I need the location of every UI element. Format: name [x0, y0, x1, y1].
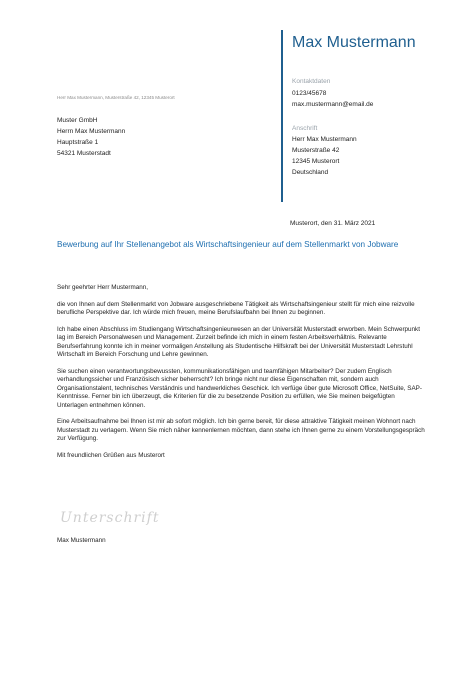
sender-return-line: Herr Max Mustermann, Musterstraße 42, 12345 Musterort — [57, 95, 175, 100]
recipient-line: Hauptstraße 1 — [57, 139, 99, 146]
header-accent-bar — [281, 30, 283, 202]
email-address: max.mustermann@email.de — [292, 101, 374, 108]
letter-subject: Bewerbung auf Ihr Stellenangebot als Wirtschaftsingenieur auf dem Stellenmarkt von Jobware — [57, 240, 399, 249]
body-paragraph: die von Ihnen auf dem Stellenmarkt von Jobware ausgeschriebene Tätigkeit als Wirtschaftsingenieur stellt für mich eine reizvolle berufliche Perspektive dar. Ich würde mich freuen, meine Berufslaufbahn bei Ihnen zu beginnen. — [57, 300, 415, 316]
address-line: 12345 Musterort — [292, 158, 340, 165]
address-label: Anschrift — [292, 125, 318, 132]
recipient-line: Muster GmbH — [57, 117, 98, 124]
body-paragraph: Sie suchen einen verantwortungsbewussten, kommunikationsfähigen und teamfähigen Mitarbeiter? Der zudem Englisch verhandlungssicher und Französisch sicher beherrscht? Ich bringe nicht nur diese Eigenschaften mit, sondern auch Organisationstalent, technisches Verständnis und handwerkliches Geschick. Ich verfüge über gute Microsoft Office, NetSuite, SAP-Kenntnisse. Ferner bin ich überzeugt, die Kriterien für die zu besetzende Position zu erfüllen, wie Sie meinen beigefügten Unterlagen entnehmen können. — [57, 367, 422, 409]
recipient-line: Herrn Max Mustermann — [57, 128, 126, 135]
address-line: Musterstraße 42 — [292, 147, 340, 154]
recipient-address — [57, 115, 125, 159]
letter-date: Musterort, den 31. März 2021 — [290, 220, 376, 227]
address-line: Deutschland — [292, 169, 329, 176]
letter-body — [57, 284, 427, 468]
contact-label: Kontaktdaten — [292, 78, 331, 85]
body-paragraph: Eine Arbeitsaufnahme bei Ihnen ist mir ab sofort möglich. Ich bin gerne bereit, für diese attraktive Tätigkeit meinen Wohnort nach Musterstadt zu verlagern. Wenn Sie mich näher kennenlernen möchten, dann stehe ich Ihnen gerne zu einem Vorstellungsgespräch zur Verfügung. — [57, 418, 425, 442]
address-line: Herr Max Mustermann — [292, 136, 357, 143]
contact-details — [292, 88, 373, 110]
closing: Mit freundlichen Grüßen aus Musterort — [57, 451, 165, 459]
recipient-line: 54321 Musterstadt — [57, 150, 111, 157]
salutation: Sehr geehrter Herr Mustermann, — [57, 284, 148, 291]
body-paragraph: Ich habe einen Abschluss im Studiengang Wirtschaftsingenieurwesen an der Universität Musterstadt erworben. Mein Schwerpunkt lag im Bereich Personalwesen und Management. Zurzeit befinde ich mich in einem festen Arbeitsverhältnis. Relevante Berufserfahrung konnte ich in meiner vormaligen Anstellung als Studentische Hilfskraft bei der Universität Musterstadt Lehrstuhl Wirtschaft im Bereich Forschung und Lehre gewinnen. — [57, 325, 420, 358]
phone-number: 0123/45678 — [292, 90, 327, 97]
signature-placeholder: Unterschrift — [60, 510, 160, 526]
signature-name: Max Mustermann — [57, 537, 106, 544]
sender-address — [292, 134, 357, 178]
sender-name-heading: Max Mustermann — [292, 34, 416, 51]
